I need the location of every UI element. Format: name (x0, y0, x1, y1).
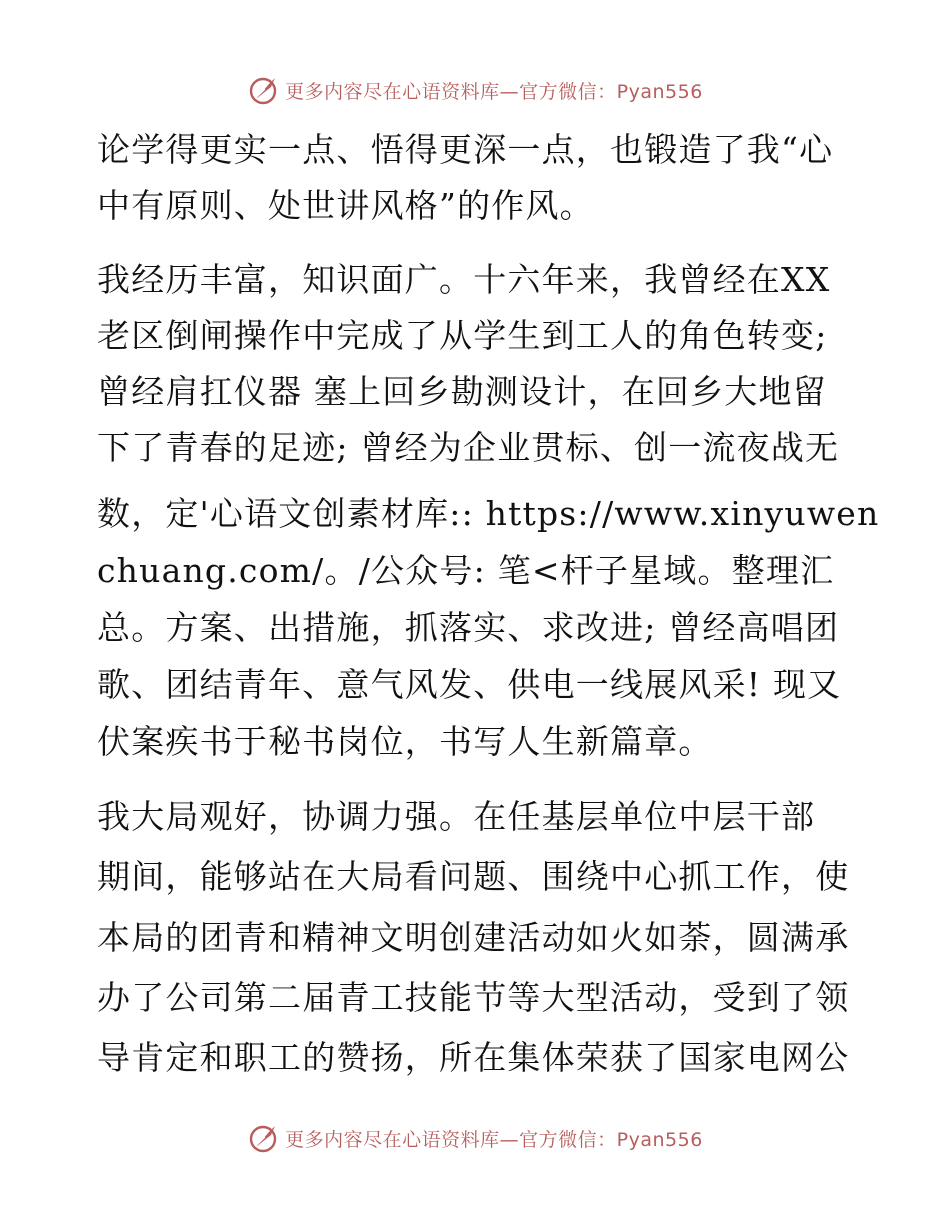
text-line: 导肯定和职工的赞扬，所在集体荣获了国家电网公 (97, 1038, 850, 1077)
text-line: 下了青春的足迹; 曾经为企业贯标、创一流夜战无 (97, 428, 840, 467)
text-line: 办了公司第二届青工技能节等大型活动，受到了领 (97, 978, 850, 1017)
text-line: 论学得更实一点、悟得更深一点，也锻造了我“心 (97, 130, 834, 169)
text-line: 我经历丰富，知识面广。十六年来，我曾经在XX (97, 260, 831, 299)
header-watermark (0, 70, 950, 110)
text-line: 我大局观好，协调力强。在任基层单位中层干部 (97, 797, 816, 836)
footer-watermark (0, 1118, 950, 1158)
text-line: 歌、团结青年、意气风发、供电一线展风采! 现又 (97, 665, 842, 704)
text-line: 老区倒闸操作中完成了从学生到工人的角色转变; (97, 316, 828, 355)
text-line: 曾经肩扛仪器 塞上回乡勘测设计，在回乡大地留 (97, 372, 827, 411)
watermark-text: 更多内容尽在心语资料库—官方微信：Pyan556 (285, 1128, 703, 1151)
text-line: 中有原则、处世讲风格”的作风。 (97, 186, 594, 225)
text-line: chuang.com/。/公众号: 笔<杆子星域。整理汇 (97, 551, 835, 590)
quill-logo-icon (247, 73, 281, 107)
quill-logo-icon (247, 1121, 281, 1155)
text-line: 总。方案、出措施，抓落实、求改进; 曾经高唱团 (97, 608, 840, 647)
text-line: 本局的团青和精神文明创建活动如火如荼，圆满承 (97, 918, 850, 957)
watermark-text: 更多内容尽在心语资料库—官方微信：Pyan556 (285, 80, 703, 103)
text-line: 数，定'心语文创素材库:: https://www.xinyuwen (97, 494, 880, 533)
text-line: 伏案疾书于秘书岗位，书写人生新篇章。 (97, 722, 713, 761)
text-line: 期间，能够站在大局看问题、围绕中心抓工作，使 (97, 857, 850, 896)
